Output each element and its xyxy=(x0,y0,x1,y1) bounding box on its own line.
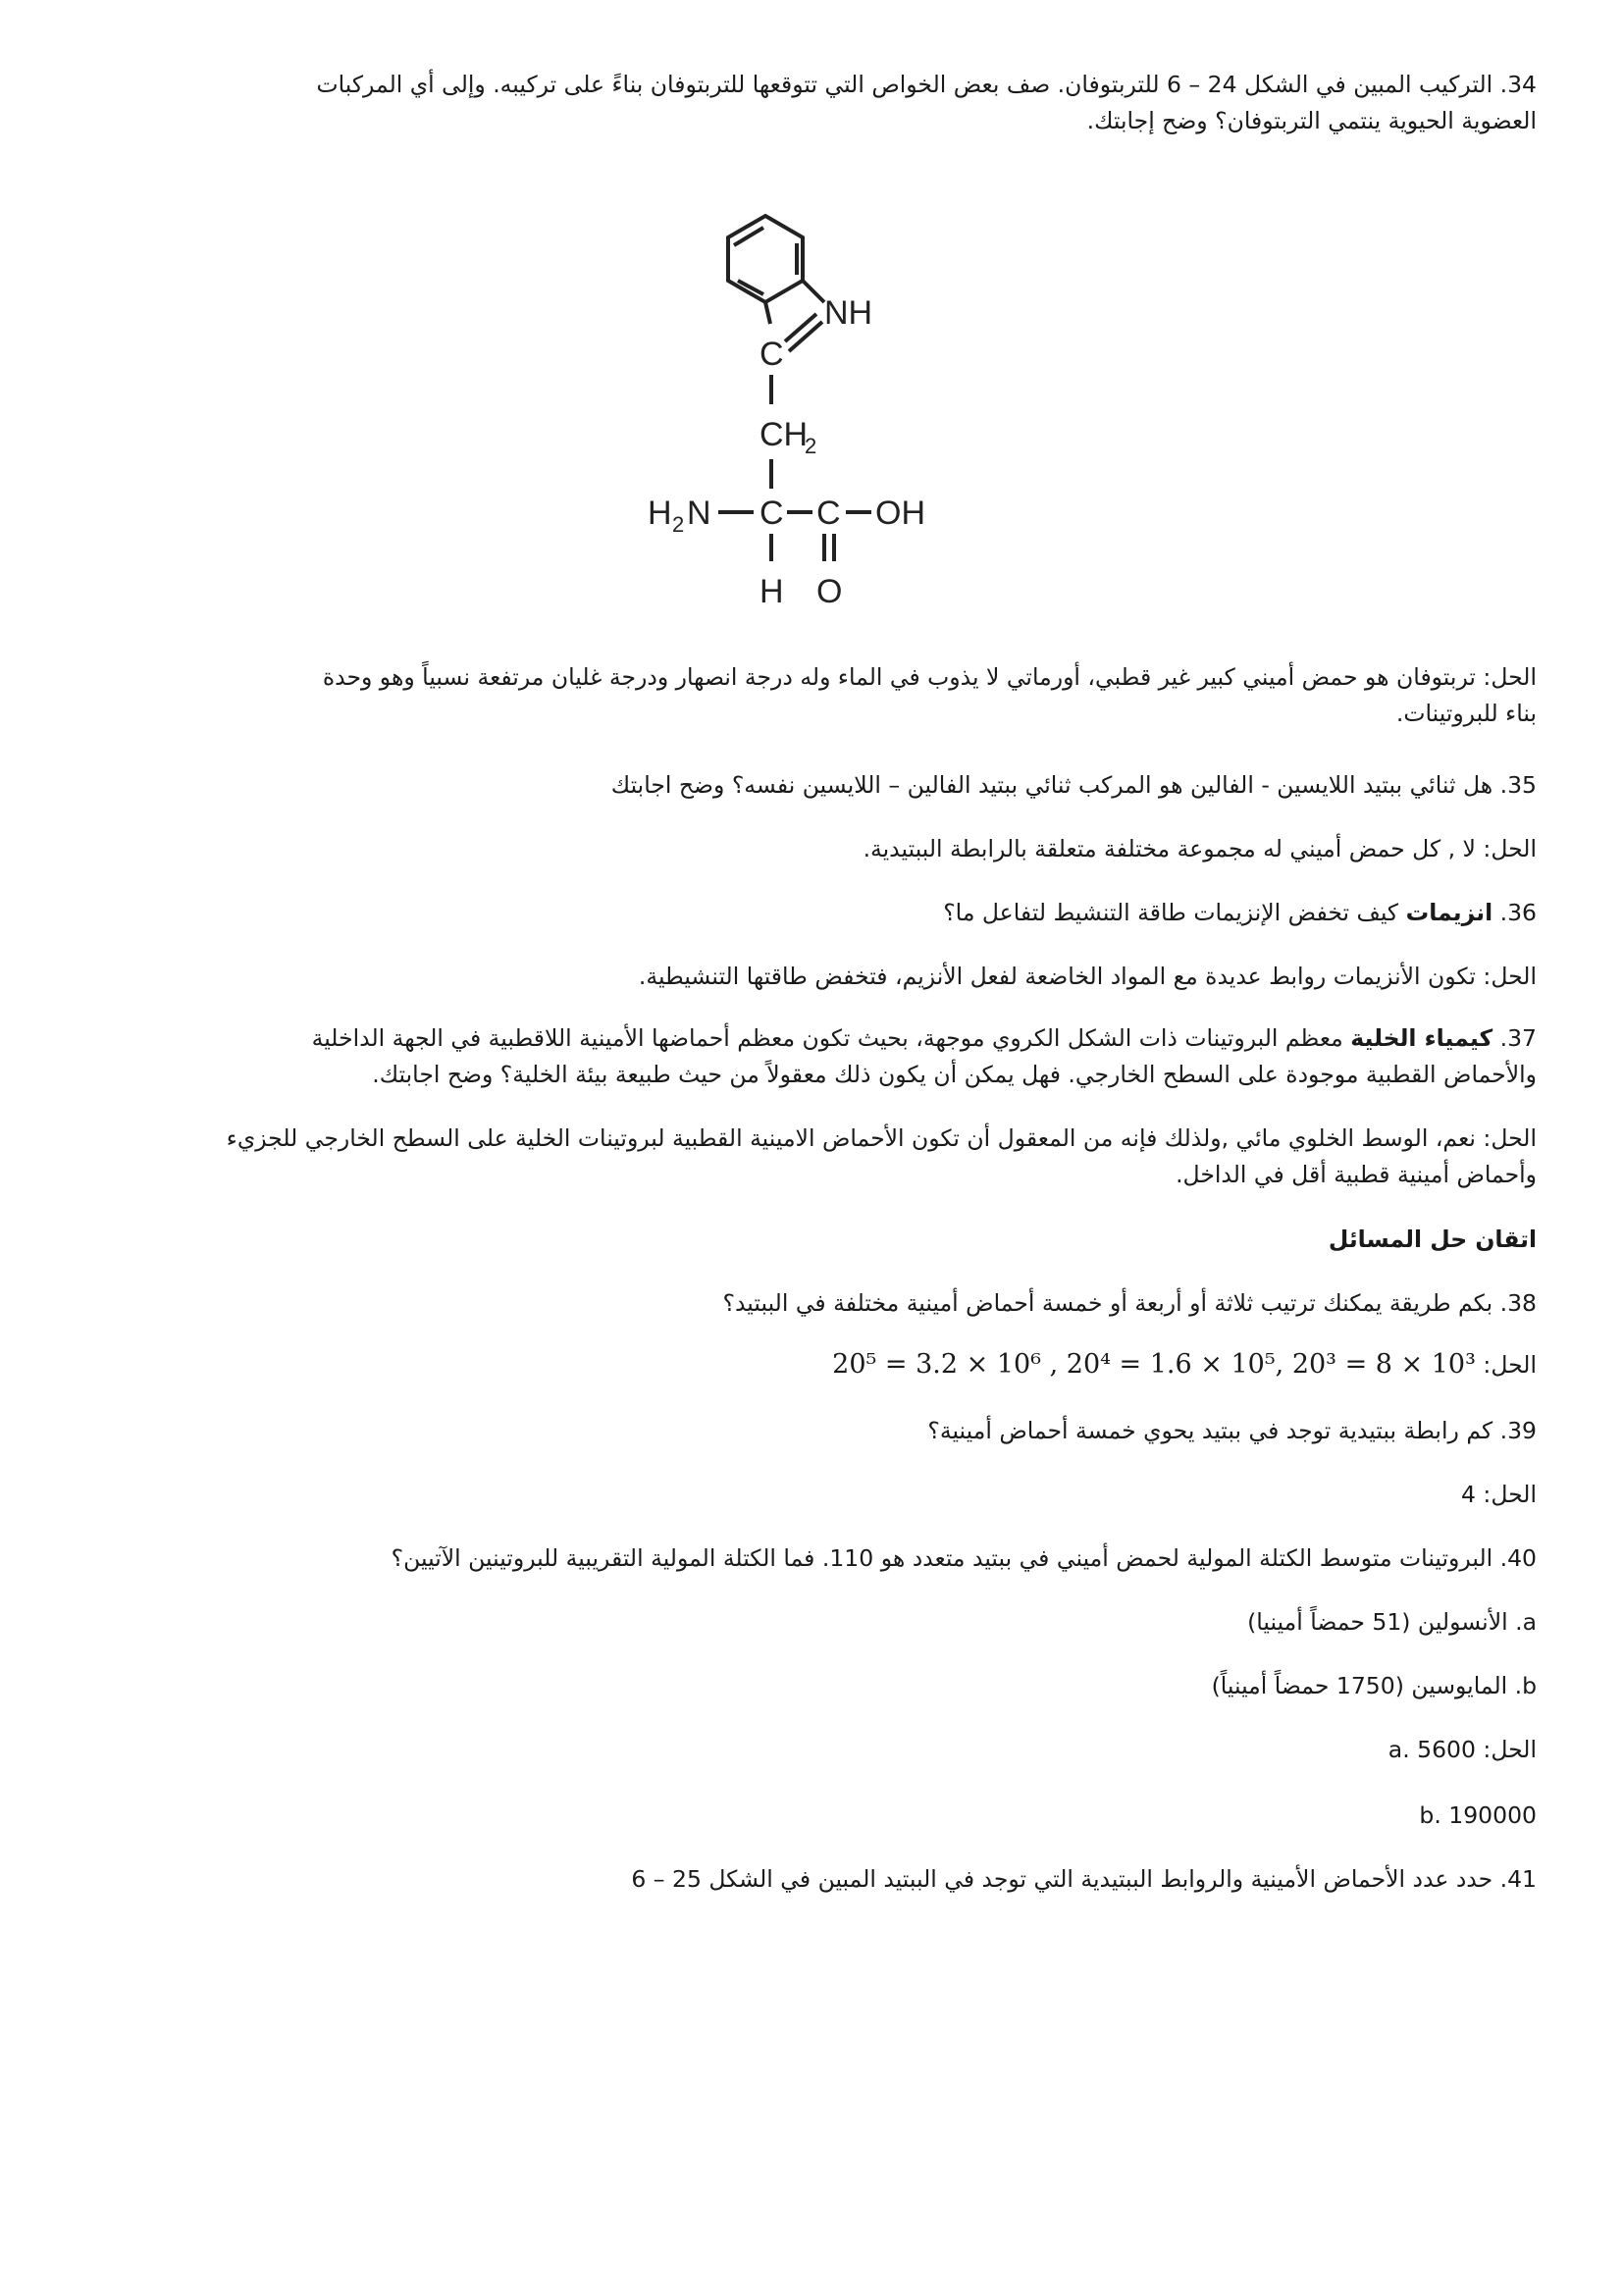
question-37-line-2: والأحماض القطبية موجودة على السطح الخارجي. فهل يمكن أن يكون ذلك معقولاً من حيث طبيعة بيئة الخلية؟ وضح اجابتك. xyxy=(372,1061,1537,1088)
answer-38 xyxy=(832,1346,1537,1383)
alpha-hydrogen-label: H xyxy=(759,573,784,610)
answer-40-part-b: b. 190000 xyxy=(1419,1801,1537,1829)
question-34-line-1: 34. التركيب المبين في الشكل 24 – 6 للتربتوفان. صف بعض الخواص التي تتوقعها للتربتوفان بناءً على تركيبه. وإلى أي المركبات xyxy=(316,71,1537,98)
question-40: 40. البروتينات متوسط الكتلة المولية لحمض أميني في ببتيد متعدد هو 110. فما الكتلة المولية التقريبية للبروتينين الآتيين؟ xyxy=(391,1544,1537,1572)
answer-37-line-2: وأحماض أمينية قطبية أقل في الداخل. xyxy=(1176,1161,1537,1188)
ring-bond-to-nh xyxy=(803,281,824,302)
amine-subscript: 2 xyxy=(672,512,685,537)
carboxyl-carbon-label: C xyxy=(816,495,841,532)
question-36-number: 36. xyxy=(1499,899,1537,926)
tryptophan-structure-figure xyxy=(648,196,981,628)
amine-n-label: N xyxy=(687,495,711,532)
question-36-topic: انزيمات xyxy=(1405,899,1493,926)
question-34-line-2: العضوية الحيوية ينتمي التربتوفان؟ وضح إجابتك. xyxy=(1086,107,1537,134)
question-37-number: 37. xyxy=(1499,1024,1537,1052)
answer-36: الحل: تكون الأنزيمات روابط عديدة مع المواد الخاضعة لفعل الأنزيم، فتخفض طاقتها التنشيطية. xyxy=(638,963,1537,990)
answer-37 xyxy=(128,1121,1537,1193)
question-40-part-b: b. المايوسين (1750 حمضاً أمينياً) xyxy=(1211,1672,1537,1699)
question-38: 38. بكم طريقة يمكنك ترتيب ثلاثة أو أربعة أو خمسة أحماض أمينية مختلفة في الببتيد؟ xyxy=(722,1289,1537,1317)
question-37 xyxy=(128,1020,1537,1093)
question-40-part-a: a. الأنسولين (51 حمضاً أمينيا) xyxy=(1247,1608,1537,1636)
alpha-carbon-label: C xyxy=(759,495,784,532)
question-36-text: كيف تخفض الإنزيمات طاقة التنشيط لتفاعل ما؟ xyxy=(943,899,1399,926)
question-37-topic: كيمياء الخلية xyxy=(1350,1024,1493,1052)
ch2-label: CH xyxy=(759,416,809,453)
answer-38-label: الحل: xyxy=(1483,1351,1537,1379)
answer-40-part-a: الحل: a. 5600 xyxy=(1387,1736,1537,1763)
answer-35: الحل: لا , كل حمض أميني له مجموعة مختلفة متعلقة بالرابطة الببتيدية. xyxy=(863,835,1537,862)
answer-38-math: 20⁵ = 3.2 × 10⁶ , 20⁴ = 1.6 × 10⁵, 20³ = 8 × 10³ xyxy=(832,1349,1476,1380)
question-37-line-1 xyxy=(128,1020,1537,1057)
question-41: 41. حدد عدد الأحماض الأمينية والروابط الببتيدية التي توجد في الببتيد المبين في الشكل 25 – 6 xyxy=(631,1865,1537,1893)
hydroxyl-label: OH xyxy=(875,495,925,532)
answer-34-line-1: الحل: تربتوفان هو حمض أميني كبير غير قطبي، أورماتي لا يذوب في الماء وله درجة انصهار ودرجة غليان مرتفعة نسبياً وهو وحدة xyxy=(322,663,1537,691)
amine-h-label: H xyxy=(648,495,672,532)
section-title: اتقان حل المسائل xyxy=(1328,1226,1537,1253)
answer-34 xyxy=(128,659,1537,732)
answer-37-line-1: الحل: نعم، الوسط الخلوي مائي ,ولذلك فإنه من المعقول أن تكون الأحماض الامينية القطبية لبروتينات الخلية على السطح الخارجي للجزيء xyxy=(226,1124,1537,1152)
carbonyl-oxygen-label: O xyxy=(816,573,843,610)
ring-bond-c-ch xyxy=(789,322,822,351)
ring-carbon-label: C xyxy=(759,336,784,373)
question-35: 35. هل ثنائي ببتيد اللايسين - الفالين هو المركب ثنائي ببتيد الفالين – اللايسين نفسه؟ وضح اجابتك xyxy=(610,771,1537,799)
question-34 xyxy=(128,67,1537,139)
question-37-text: معظم البروتينات ذات الشكل الكروي موجهة، بحيث تكون معظم أحماضها الأمينية اللاقطبية في الجهة الداخلية xyxy=(311,1024,1343,1052)
ring-double-bond xyxy=(785,314,816,341)
question-39: 39. كم رابطة ببتيدية توجد في ببتيد يحوي خمسة أحماض أمينية؟ xyxy=(927,1417,1537,1444)
nh-label: NH xyxy=(824,294,873,332)
answer-34-line-2: بناء للبروتينات. xyxy=(1395,700,1537,727)
ring-bond-to-c xyxy=(765,302,770,324)
benzene-ring xyxy=(728,216,803,302)
question-36 xyxy=(943,895,1537,931)
answer-39: الحل: 4 xyxy=(1461,1481,1537,1508)
ch2-subscript: 2 xyxy=(805,434,817,458)
